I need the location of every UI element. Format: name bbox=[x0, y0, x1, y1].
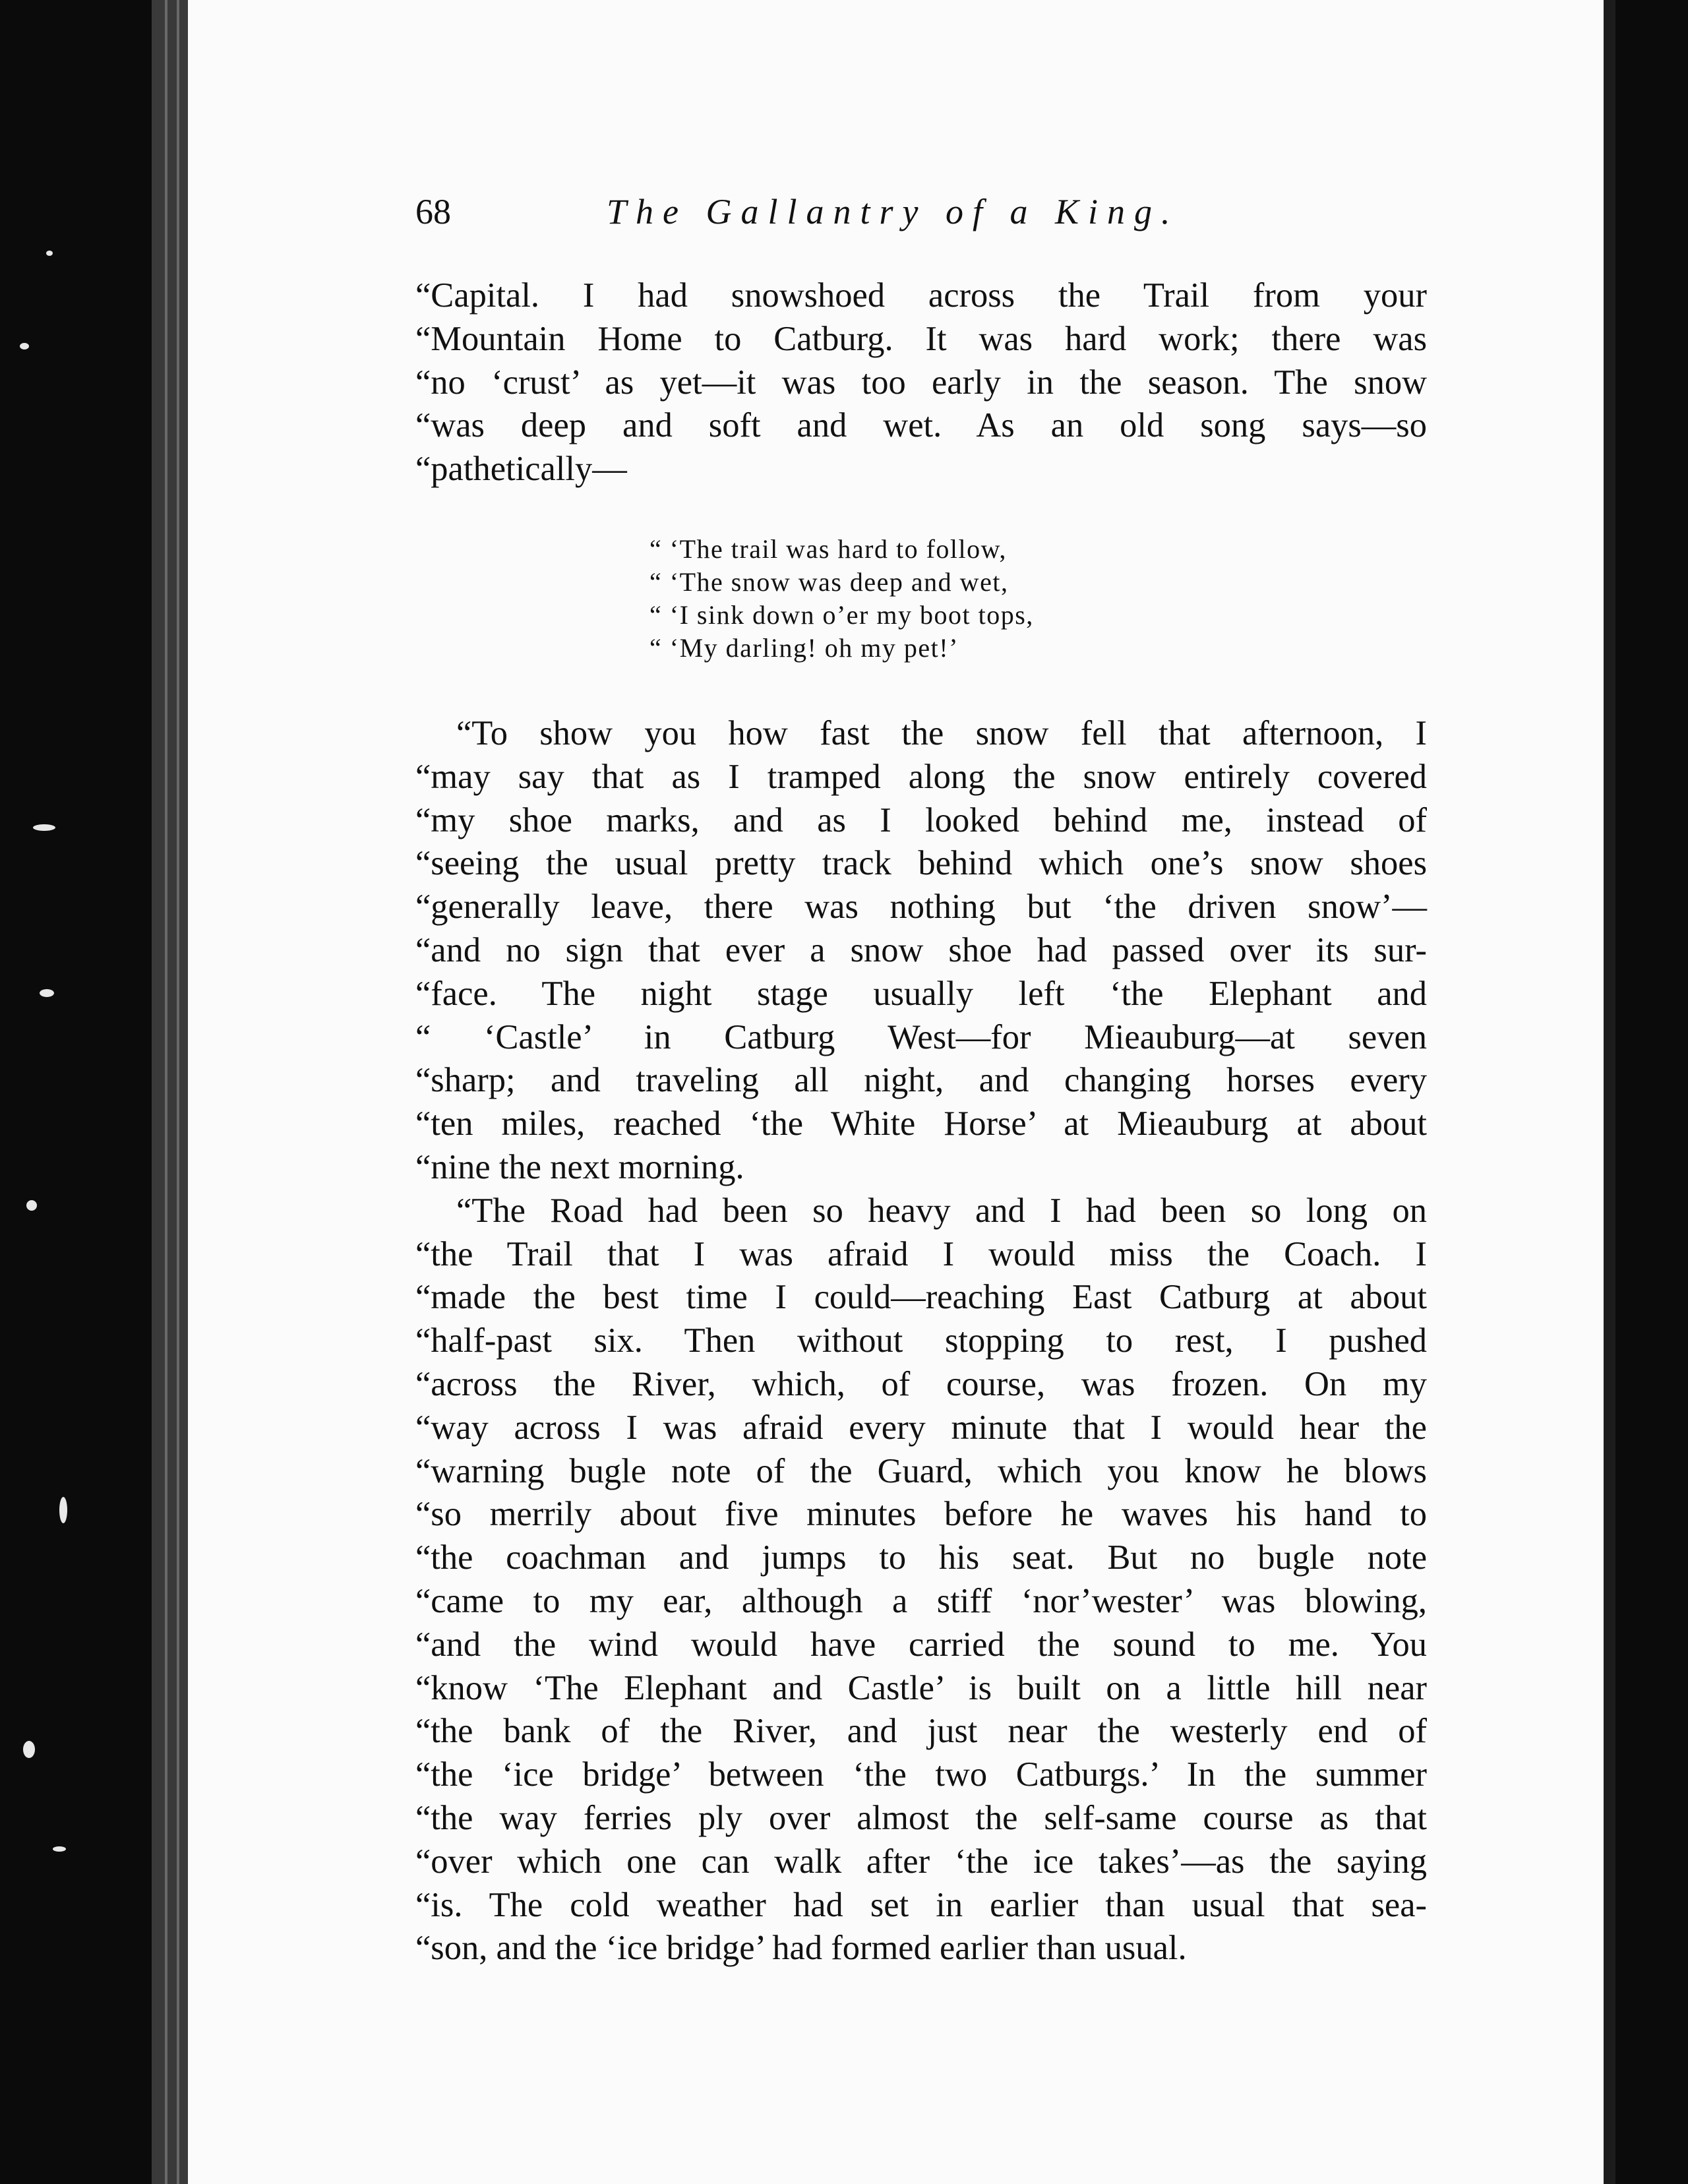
scan-left-shadow bbox=[152, 0, 188, 2184]
text-line: “The Road had been so heavy and I had been so long on bbox=[456, 1191, 1427, 1230]
text-line: “may say that as I tramped along the snow entirely covered bbox=[415, 757, 1427, 796]
text-line: “and the wind would have carried the sound to me. You bbox=[415, 1625, 1427, 1664]
text-line: “ ‘Castle’ in Catburg West—for Mieauburg—at seven bbox=[415, 1017, 1427, 1056]
verse-line: “ ‘I sink down o’er my boot tops, bbox=[649, 600, 1034, 630]
scan-speck bbox=[40, 989, 54, 997]
song-verse bbox=[649, 533, 1034, 665]
text-line: “is. The cold weather had set in earlier than usual that sea- bbox=[415, 1885, 1427, 1924]
text-line: “ten miles, reached ‘the White Horse’ at Mieauburg at about bbox=[415, 1105, 1427, 1143]
text-line: “Mountain Home to Catburg. It was hard work; there was bbox=[415, 319, 1427, 358]
paragraph-capital bbox=[415, 274, 1427, 491]
text-line: “face. The night stage usually left ‘the Elephant and bbox=[415, 974, 1427, 1013]
text-line: “nine the next morning. bbox=[415, 1147, 744, 1186]
running-title: The Gallantry of a King. bbox=[607, 192, 1180, 231]
text-line: “across the River, which, of course, was frozen. On my bbox=[415, 1364, 1427, 1403]
scan-speck bbox=[26, 1200, 37, 1211]
text-line: “the Trail that I was afraid I would miss the Coach. I bbox=[415, 1234, 1427, 1273]
text-line: “and no sign that ever a snow shoe had passed over its sur- bbox=[415, 930, 1427, 969]
page-header bbox=[415, 191, 1259, 244]
scan-right-shadow bbox=[1604, 0, 1615, 2184]
text-line: “came to my ear, although a stiff ‘nor’wester’ was blowing, bbox=[415, 1581, 1427, 1620]
text-line: “so merrily about five minutes before he waves his hand to bbox=[415, 1495, 1427, 1534]
scan-gutter-line bbox=[177, 0, 179, 2184]
scan-speck bbox=[53, 1846, 66, 1852]
text-line: “over which one can walk after ‘the ice takes’—as the saying bbox=[415, 1842, 1427, 1881]
text-line: “the way ferries ply over almost the self-same course as that bbox=[415, 1798, 1427, 1837]
text-line: “son, and the ‘ice bridge’ had formed earlier than usual. bbox=[415, 1929, 1187, 1968]
scan-gutter-line bbox=[165, 0, 167, 2184]
scan-speck bbox=[20, 343, 29, 349]
text-line: “warning bugle note of the Guard, which you know he blows bbox=[415, 1451, 1427, 1490]
verse-line: “ ‘The snow was deep and wet, bbox=[649, 567, 1009, 597]
scan-left-margin bbox=[0, 0, 188, 2184]
text-line: “half-past six. Then without stopping to rest, I pushed bbox=[415, 1321, 1427, 1360]
verse-line: “ ‘My darling! oh my pet!’ bbox=[649, 633, 959, 663]
text-line: “no ‘crust’ as yet—it was too early in the season. The snow bbox=[415, 363, 1427, 402]
page-number: 68 bbox=[415, 192, 451, 231]
scan-speck bbox=[46, 251, 53, 256]
text-line: “the bank of the River, and just near the westerly end of bbox=[415, 1712, 1427, 1751]
scan-speck bbox=[23, 1741, 35, 1758]
text-line: “generally leave, there was nothing but ‘the driven snow’— bbox=[415, 888, 1427, 926]
text-line: “made the best time I could—reaching East Catburg at about bbox=[415, 1278, 1427, 1317]
verse-line: “ ‘The trail was hard to follow, bbox=[649, 534, 1007, 564]
text-line: “seeing the usual pretty track behind which one’s snow shoes bbox=[415, 844, 1427, 883]
text-line: “know ‘The Elephant and Castle’ is built on a little hill near bbox=[415, 1668, 1427, 1707]
text-line: “way across I was afraid every minute that I would hear the bbox=[415, 1408, 1427, 1447]
paragraph-snowfall bbox=[415, 712, 1427, 1970]
text-line: “the coachman and jumps to his seat. But no bugle note bbox=[415, 1538, 1427, 1577]
text-line: “pathetically— bbox=[415, 450, 627, 489]
scan-right-margin bbox=[1615, 0, 1688, 2184]
text-line: “was deep and soft and wet. As an old song says—so bbox=[415, 406, 1427, 445]
scan-speck bbox=[33, 824, 55, 831]
text-line: “Capital. I had snowshoed across the Trail from your bbox=[415, 276, 1427, 315]
scan-speck bbox=[59, 1497, 67, 1523]
text-line: “To show you how fast the snow fell that afternoon, I bbox=[456, 714, 1427, 752]
text-line: “my shoe marks, and as I looked behind me, instead of bbox=[415, 801, 1427, 839]
text-line: “the ‘ice bridge’ between ‘the two Catburgs.’ In the summer bbox=[415, 1755, 1427, 1794]
text-line: “sharp; and traveling all night, and changing horses every bbox=[415, 1061, 1427, 1100]
